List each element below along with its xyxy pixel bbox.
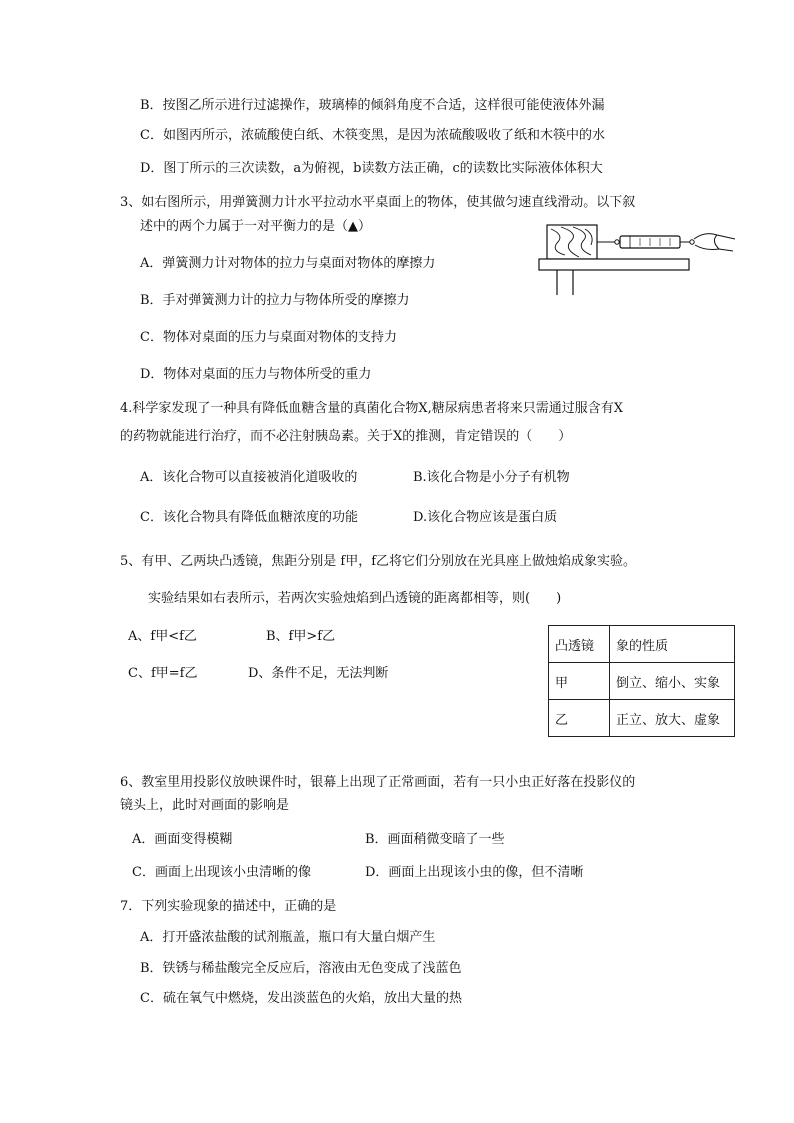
q6-option-d: D．画面上出现该小虫的像，但不清晰 [365, 865, 584, 880]
table-row [549, 663, 735, 700]
q3-stem-line2: 述中的两个力属于一对平衡力的是（▲） [140, 219, 371, 234]
table-cell: 倒立、缩小、实象 [610, 663, 735, 700]
table-row [549, 700, 735, 737]
q5-option-c: C、f甲=f乙 [128, 666, 198, 681]
q2-option-c: C．如图丙所示，浓硫酸使白纸、木筷变黑，是因为浓硫酸吸收了纸和木筷中的水 [140, 128, 605, 143]
q5-stem-line2: 实验结果如右表所示，若两次实验烛焰到凸透镜的距离都相等，则( ) [148, 591, 562, 606]
q4-option-d: D.该化合物应该是蛋白质 [413, 510, 558, 525]
spring-scale-figure [535, 215, 740, 297]
table-cell: 正立、放大、虚象 [610, 700, 735, 737]
q4-option-a: A．该化合物可以直接被消化道吸收的 [140, 470, 358, 485]
q4-stem-line1: 4.科学家发现了一种具有降低血糖含量的真菌化合物X,糖尿病患者将来只需通过服含有X [120, 401, 624, 416]
q5-stem-line1: 5、有甲、乙两块凸透镜，焦距分别是 f甲，f乙将它们分别放在光具座上做烛焰成象实验。 [120, 554, 637, 569]
q5-option-a: A、f甲<f乙 [128, 629, 197, 644]
q4-option-b: B.该化合物是小分子有机物 [413, 470, 570, 485]
q7-option-c: C．硫在氧气中燃烧，发出淡蓝色的火焰，放出大量的热 [140, 991, 462, 1006]
q2-option-b: B．按图乙所示进行过滤操作，玻璃棒的倾斜角度不合适，这样很可能使液体外漏 [140, 98, 605, 113]
q7-option-b: B．铁锈与稀盐酸完全反应后，溶液由无色变成了浅蓝色 [140, 961, 462, 976]
table-cell: 甲 [549, 663, 610, 700]
table-header-cell: 象的性质 [610, 626, 735, 663]
lens-results-table [548, 625, 735, 737]
q3-option-d: D．物体对桌面的压力与物体所受的重力 [140, 367, 372, 382]
q7-stem: 7．下列实验现象的描述中，正确的是 [120, 899, 337, 914]
q2-option-d: D．图丁所示的三次读数，a为俯视，b读数方法正确，c的读数比实际液体体积大 [140, 161, 603, 176]
table-header-cell: 凸透镜 [549, 626, 610, 663]
q3-option-a: A．弹簧测力计对物体的拉力与桌面对物体的摩擦力 [140, 256, 436, 271]
table-cell: 乙 [549, 700, 610, 737]
hand [694, 234, 735, 251]
table-top [539, 259, 689, 270]
q3-stem-line1: 3、如右图所示，用弹簧测力计水平拉动水平桌面上的物体，使其做匀速直线滑动。以下叙 [120, 195, 636, 210]
q4-stem-line2: 的药物就能进行治疗，而不必注射胰岛素。关于X的推测，肯定错误的（ ） [120, 429, 572, 444]
q6-stem-line2: 镜头上，此时对画面的影响是 [120, 798, 290, 813]
q3-option-c: C．物体对桌面的压力与桌面对物体的支持力 [140, 330, 397, 345]
q6-stem-line1: 6、教室里用投影仪放映课件时，银幕上出现了正常画面，若有一只小虫正好落在投影仪的 [120, 775, 636, 790]
q6-option-c: C．画面上出现该小虫清晰的像 [132, 865, 311, 880]
q5-option-b: B、f甲>f乙 [266, 629, 336, 644]
q6-option-b: B．画面稍微变暗了一些 [365, 832, 505, 847]
table-header-row [549, 626, 735, 663]
q3-option-b: B．手对弹簧测力计的拉力与物体所受的摩擦力 [140, 293, 410, 308]
q7-option-a: A．打开盛浓盐酸的试剂瓶盖，瓶口有大量白烟产生 [140, 930, 436, 945]
q4-option-c: C．该化合物具有降低血糖浓度的功能 [140, 510, 358, 525]
q6-option-a: A．画面变得模糊 [132, 832, 233, 847]
q5-option-d: D、条件不足，无法判断 [248, 666, 389, 681]
